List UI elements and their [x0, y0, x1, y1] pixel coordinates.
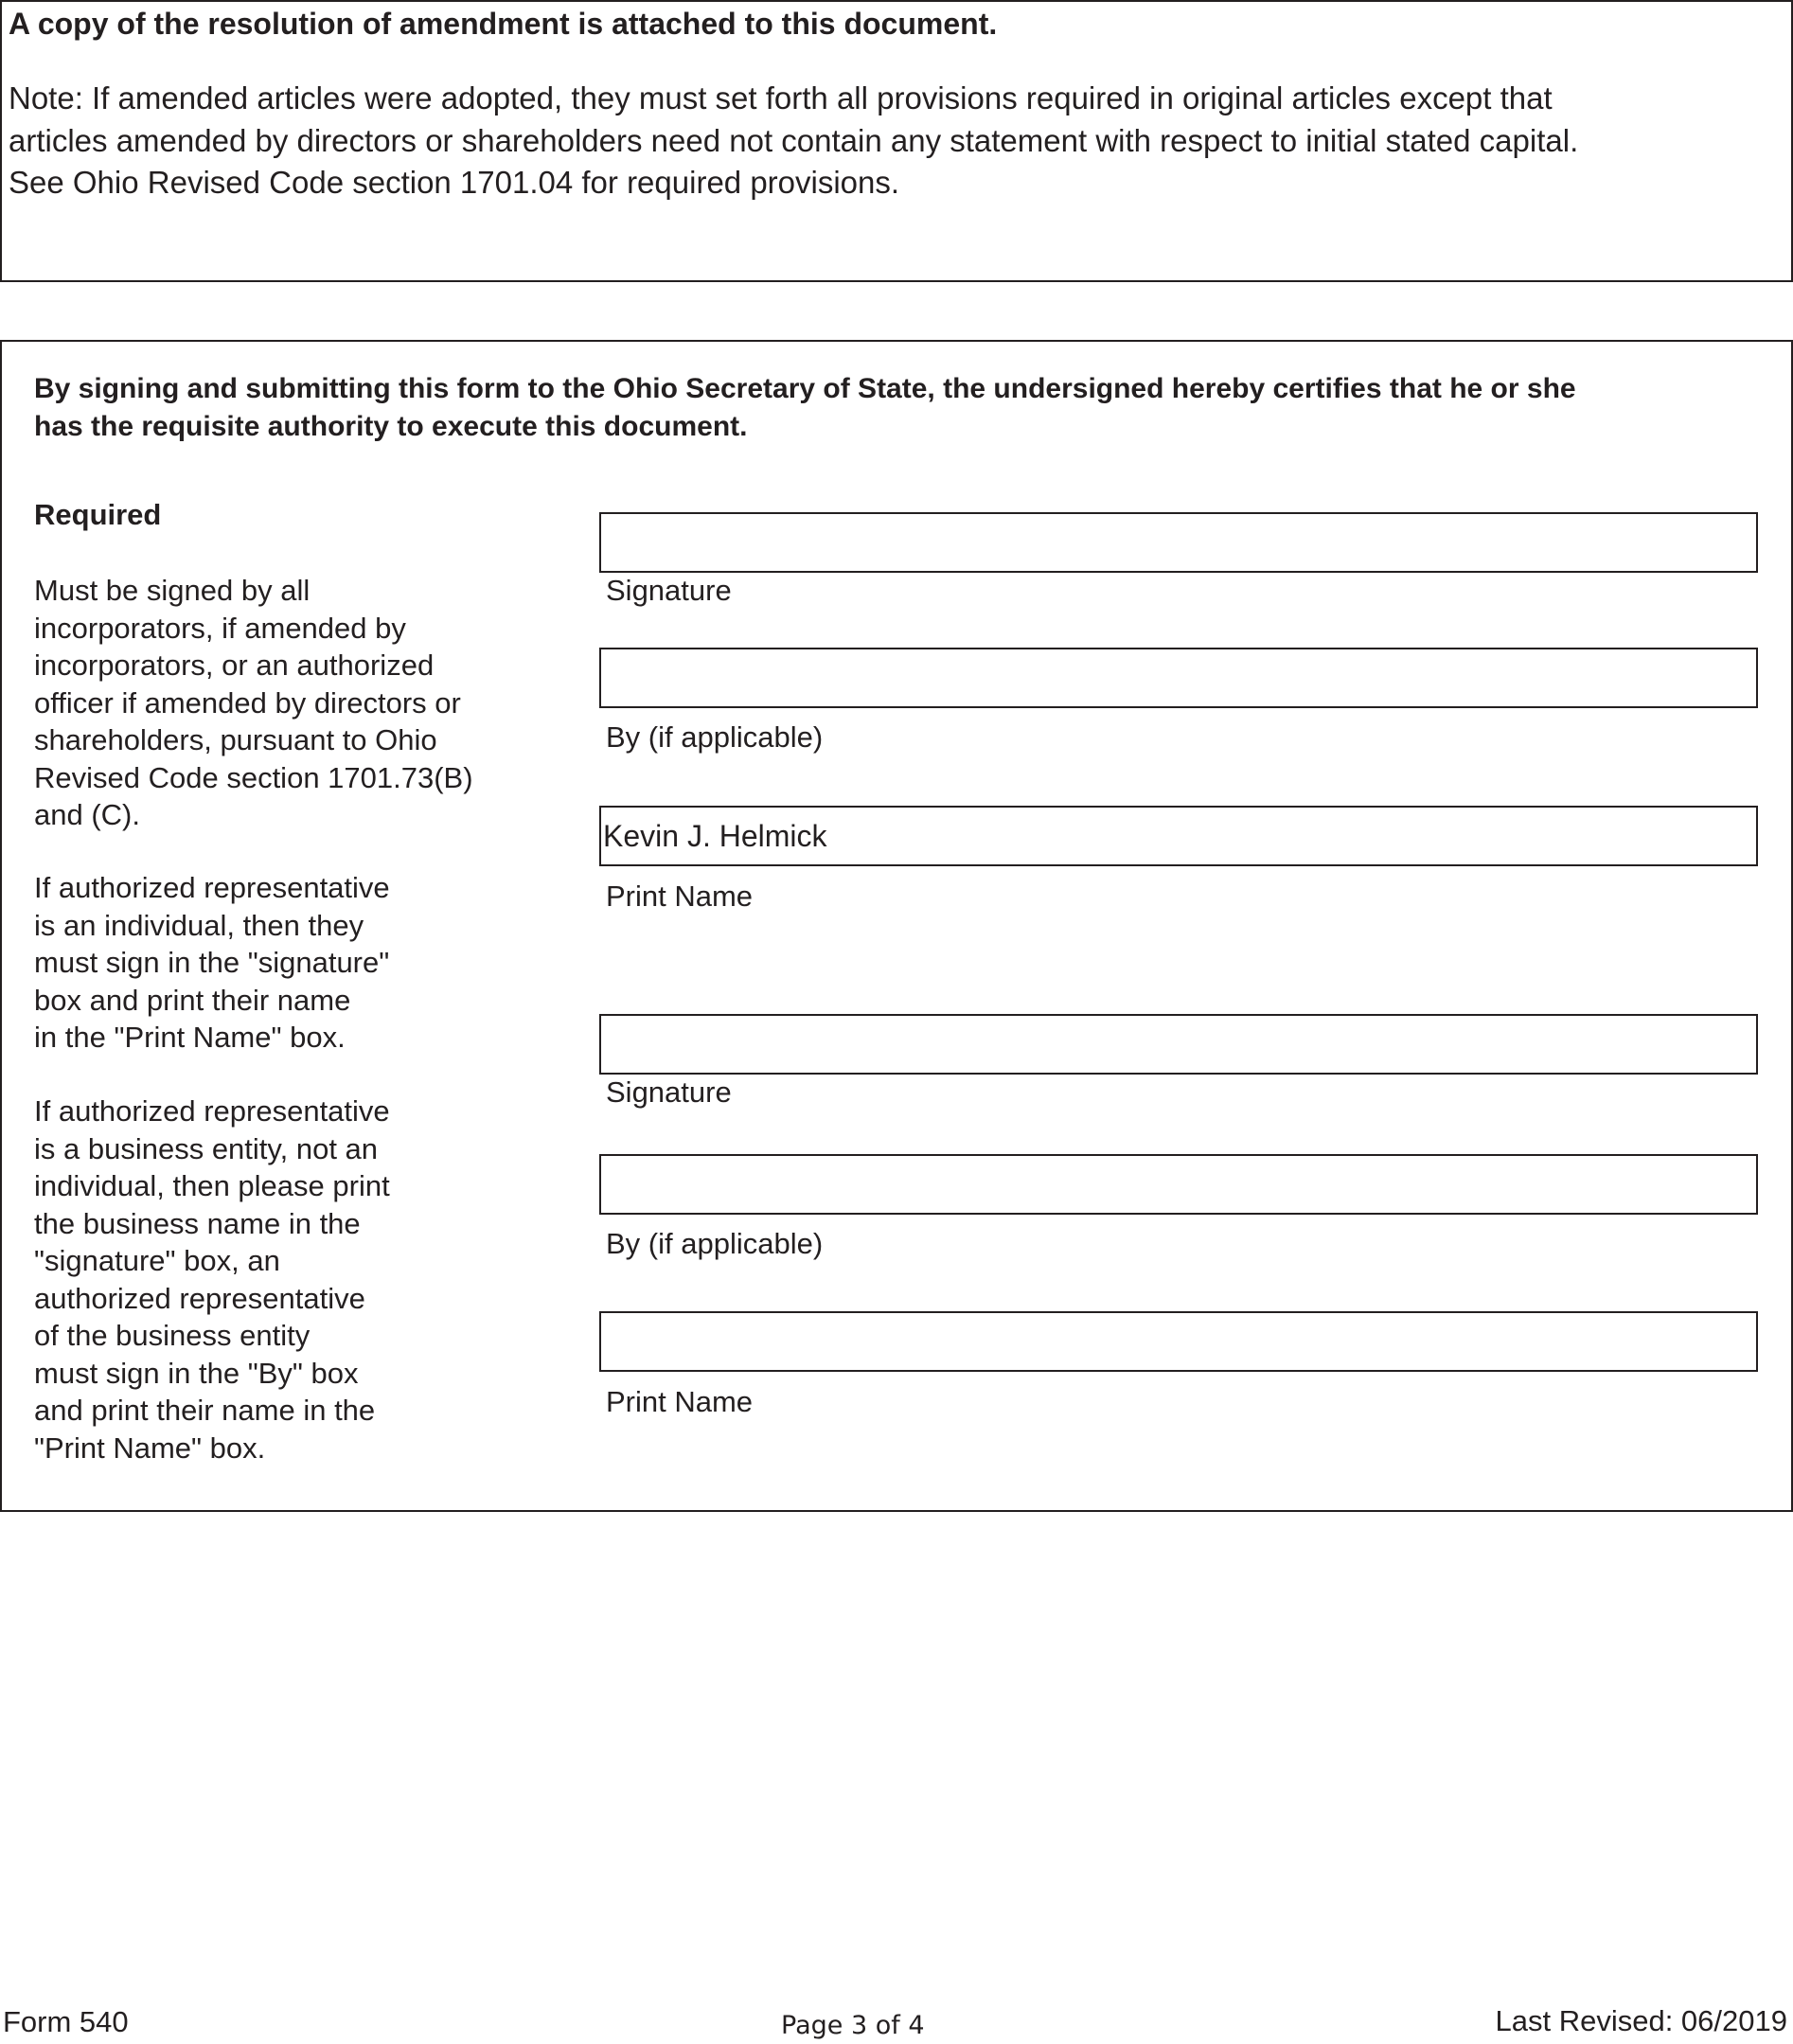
by-field-1[interactable] [599, 648, 1758, 708]
signature-section [0, 340, 1793, 1512]
by-label-2: By (if applicable) [606, 1227, 824, 1260]
resolution-attached-heading: A copy of the resolution of amendment is attached to this document. [9, 7, 998, 41]
amendment-note-box [0, 0, 1793, 282]
signature-label-1: Signature [606, 574, 732, 607]
print-name-label-2: Print Name [606, 1385, 754, 1418]
amended-articles-note: Note: If amended articles were adopted, they must set forth all provisions required in original articles except that articles amended by directors or shareholders need not contain any statement with respect to initial stated capital. See Ohio Revised Code section 1701.04 for required provisions. [9, 80, 1579, 200]
signing-requirement-instructions: Must be signed by all incorporators, if amended by incorporators, or an authorized officer if amended by directors or shareholders, pursuant to Ohio Revised Code section 1701.73(B) and (C). [34, 574, 473, 831]
certification-statement: By signing and submitting this form to the Ohio Secretary of State, the undersigned hereby certifies that he or she has the requisite authority to execute this document. [34, 373, 1576, 442]
signature-field-2[interactable] [599, 1014, 1758, 1075]
print-name-label-1: Print Name [606, 880, 754, 913]
last-revised-date: Last Revised: 06/2019 [1495, 2004, 1787, 2037]
signature-field-1[interactable] [599, 512, 1758, 573]
form-number: Form 540 [3, 2005, 129, 2038]
print-name-field-1-value: Kevin J. Helmick [603, 819, 827, 853]
signature-label-2: Signature [606, 1075, 732, 1109]
by-label-1: By (if applicable) [606, 720, 824, 754]
individual-representative-instructions: If authorized representative is an individual, then they must sign in the "signature" box and print their name in the "Print Name" box. [34, 871, 390, 1054]
business-entity-representative-instructions: If authorized representative is a business entity, not an individual, then please print the business name in the "signature" box, an authorized representative of the business entity must sign in the "By" box and print their name in the "Print Name" box. [34, 1094, 390, 1465]
print-name-field-1[interactable] [599, 806, 1758, 866]
required-label: Required [34, 498, 162, 531]
print-name-field-2[interactable] [599, 1311, 1758, 1372]
by-field-2[interactable] [599, 1154, 1758, 1215]
page-number: Page 3 of 4 [781, 2011, 925, 2040]
